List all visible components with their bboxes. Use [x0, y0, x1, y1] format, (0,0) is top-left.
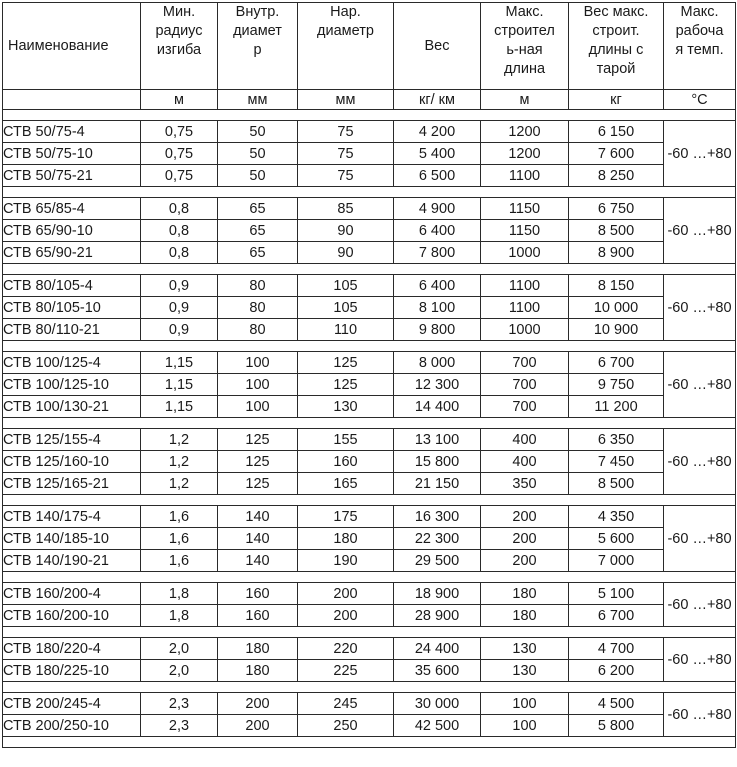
header-inner-diameter: [218, 3, 298, 90]
cell-outer-diameter: 105: [298, 297, 394, 319]
cell-outer-diameter: 225: [298, 660, 394, 682]
cell-inner-diameter: 65: [218, 242, 298, 264]
cell-max-length: 130: [481, 638, 569, 660]
cell-min-bend-radius: 1,6: [141, 550, 218, 572]
cell-max-length: 200: [481, 506, 569, 528]
cell-max-length-weight: 7 000: [569, 550, 664, 572]
cell-inner-diameter: 200: [218, 715, 298, 737]
cell-name: СТВ 80/105-10: [3, 297, 141, 319]
header-name: [3, 3, 141, 90]
header-line: рабоча: [675, 23, 724, 39]
header-line: Вес: [424, 37, 450, 54]
header-line: Макс.: [680, 4, 719, 20]
cell-weight: 8 000: [394, 352, 481, 374]
cell-name: СТВ 50/75-4: [3, 121, 141, 143]
group-spacer: [3, 341, 736, 352]
cell-max-temp: -60 …+80: [664, 583, 736, 627]
cell-weight: 16 300: [394, 506, 481, 528]
cell-inner-diameter: 160: [218, 605, 298, 627]
header-line: диаметр: [317, 23, 374, 39]
cell-min-bend-radius: 1,6: [141, 506, 218, 528]
table-row: [3, 693, 736, 715]
cell-min-bend-radius: 1,8: [141, 583, 218, 605]
cell-max-length: 700: [481, 396, 569, 418]
table-row: [3, 660, 736, 682]
cell-weight: 29 500: [394, 550, 481, 572]
spacer-cell: [3, 737, 736, 748]
header-line: диамет: [233, 23, 282, 39]
header-line: Наименование: [8, 37, 109, 54]
spacer-cell: [3, 341, 736, 352]
table-row: [3, 605, 736, 627]
cell-inner-diameter: 80: [218, 297, 298, 319]
table-row: [3, 297, 736, 319]
cell-max-length: 400: [481, 429, 569, 451]
cell-max-length-weight: 10 000: [569, 297, 664, 319]
header-line: Вес макс.: [583, 4, 649, 20]
cell-weight: 12 300: [394, 374, 481, 396]
cell-outer-diameter: 75: [298, 165, 394, 187]
cell-weight: 4 900: [394, 198, 481, 220]
cell-min-bend-radius: 0,75: [141, 165, 218, 187]
cell-max-length-weight: 8 500: [569, 473, 664, 495]
cell-weight: 21 150: [394, 473, 481, 495]
cell-name: СТВ 80/110-21: [3, 319, 141, 341]
cell-outer-diameter: 190: [298, 550, 394, 572]
unit-cell: [3, 90, 141, 110]
cell-max-length: 700: [481, 374, 569, 396]
spacer-cell: [3, 187, 736, 198]
cell-min-bend-radius: 1,2: [141, 473, 218, 495]
cell-max-length: 180: [481, 583, 569, 605]
cell-weight: 24 400: [394, 638, 481, 660]
cell-outer-diameter: 245: [298, 693, 394, 715]
cell-inner-diameter: 50: [218, 143, 298, 165]
cell-inner-diameter: 125: [218, 451, 298, 473]
cell-max-length: 350: [481, 473, 569, 495]
cell-inner-diameter: 125: [218, 429, 298, 451]
cell-outer-diameter: 175: [298, 506, 394, 528]
header-line: ь-ная: [506, 42, 543, 58]
cell-weight: 7 800: [394, 242, 481, 264]
cell-max-length-weight: 5 600: [569, 528, 664, 550]
cell-inner-diameter: 100: [218, 374, 298, 396]
cell-outer-diameter: 125: [298, 374, 394, 396]
unit-cell: мм: [218, 90, 298, 110]
cell-weight: 42 500: [394, 715, 481, 737]
cell-max-length-weight: 7 450: [569, 451, 664, 473]
cell-max-length-weight: 4 500: [569, 693, 664, 715]
unit-cell: мм: [298, 90, 394, 110]
header-line: Мин.: [162, 4, 196, 20]
cell-name: СТВ 180/225-10: [3, 660, 141, 682]
cell-max-length: 1200: [481, 121, 569, 143]
table-row: [3, 429, 736, 451]
cell-weight: 9 800: [394, 319, 481, 341]
cell-outer-diameter: 180: [298, 528, 394, 550]
cell-name: СТВ 80/105-4: [3, 275, 141, 297]
spacer-cell: [3, 572, 736, 583]
cell-name: СТВ 160/200-10: [3, 605, 141, 627]
cell-min-bend-radius: 0,9: [141, 275, 218, 297]
unit-cell: кг: [569, 90, 664, 110]
cell-name: СТВ 140/185-10: [3, 528, 141, 550]
table-row: [3, 121, 736, 143]
header-line: длины с: [588, 42, 644, 58]
cell-min-bend-radius: 0,8: [141, 220, 218, 242]
cell-max-length: 400: [481, 451, 569, 473]
table-row: [3, 550, 736, 572]
cell-outer-diameter: 155: [298, 429, 394, 451]
cell-outer-diameter: 220: [298, 638, 394, 660]
cell-max-length: 1000: [481, 242, 569, 264]
cell-weight: 8 100: [394, 297, 481, 319]
spacer-cell: [3, 495, 736, 506]
cell-max-length-weight: 8 150: [569, 275, 664, 297]
cell-max-length-weight: 6 200: [569, 660, 664, 682]
cell-name: СТВ 100/125-4: [3, 352, 141, 374]
cell-name: СТВ 65/90-21: [3, 242, 141, 264]
header-outer-diameter: [298, 3, 394, 90]
cell-weight: 6 400: [394, 220, 481, 242]
cell-max-length-weight: 8 500: [569, 220, 664, 242]
cell-min-bend-radius: 1,2: [141, 429, 218, 451]
cell-inner-diameter: 180: [218, 660, 298, 682]
table-body: [3, 110, 736, 748]
cell-weight: 15 800: [394, 451, 481, 473]
cell-max-length: 1150: [481, 198, 569, 220]
table-row: [3, 583, 736, 605]
cell-min-bend-radius: 1,8: [141, 605, 218, 627]
cell-weight: 4 200: [394, 121, 481, 143]
cell-outer-diameter: 200: [298, 605, 394, 627]
cell-inner-diameter: 140: [218, 528, 298, 550]
cell-min-bend-radius: 0,8: [141, 198, 218, 220]
spacer-cell: [3, 110, 736, 121]
cell-max-temp: -60 …+80: [664, 638, 736, 682]
table-row: [3, 198, 736, 220]
cell-max-length: 200: [481, 528, 569, 550]
cell-max-temp: -60 …+80: [664, 275, 736, 341]
cell-weight: 30 000: [394, 693, 481, 715]
table-row: [3, 352, 736, 374]
table-row: [3, 528, 736, 550]
cell-weight: 6 500: [394, 165, 481, 187]
cable-spec-table: [2, 2, 736, 748]
cell-name: СТВ 200/245-4: [3, 693, 141, 715]
cell-max-length: 130: [481, 660, 569, 682]
header-line: строител: [494, 23, 555, 39]
cell-name: СТВ 100/130-21: [3, 396, 141, 418]
table-row: [3, 473, 736, 495]
header-line: Внутр.: [235, 4, 280, 20]
cell-outer-diameter: 75: [298, 121, 394, 143]
cell-max-length-weight: 5 100: [569, 583, 664, 605]
cell-min-bend-radius: 0,8: [141, 242, 218, 264]
unit-cell: м: [481, 90, 569, 110]
group-spacer: [3, 418, 736, 429]
cell-inner-diameter: 80: [218, 275, 298, 297]
cell-min-bend-radius: 0,75: [141, 121, 218, 143]
group-spacer: [3, 187, 736, 198]
header-line: изгиба: [156, 42, 202, 58]
cell-max-length: 100: [481, 693, 569, 715]
header-min-bend-radius: [141, 3, 218, 90]
cell-name: СТВ 140/175-4: [3, 506, 141, 528]
cell-min-bend-radius: 2,3: [141, 693, 218, 715]
cell-name: СТВ 180/220-4: [3, 638, 141, 660]
cell-min-bend-radius: 1,2: [141, 451, 218, 473]
cell-max-length-weight: 4 350: [569, 506, 664, 528]
cell-inner-diameter: 100: [218, 396, 298, 418]
cell-min-bend-radius: 0,9: [141, 319, 218, 341]
cell-name: СТВ 50/75-21: [3, 165, 141, 187]
header-line: р: [253, 42, 262, 58]
cell-name: СТВ 160/200-4: [3, 583, 141, 605]
cell-max-length: 1200: [481, 143, 569, 165]
cell-max-length: 100: [481, 715, 569, 737]
cell-max-length: 1000: [481, 319, 569, 341]
cell-inner-diameter: 180: [218, 638, 298, 660]
group-spacer: [3, 264, 736, 275]
cell-inner-diameter: 65: [218, 220, 298, 242]
cell-max-length: 1100: [481, 275, 569, 297]
cell-weight: 5 400: [394, 143, 481, 165]
cell-max-length-weight: 6 350: [569, 429, 664, 451]
cell-outer-diameter: 125: [298, 352, 394, 374]
cell-inner-diameter: 50: [218, 121, 298, 143]
cell-inner-diameter: 65: [218, 198, 298, 220]
cell-inner-diameter: 140: [218, 506, 298, 528]
spacer-cell: [3, 418, 736, 429]
header-line: Макс.: [505, 4, 544, 20]
cell-weight: 13 100: [394, 429, 481, 451]
unit-cell: °C: [664, 90, 736, 110]
cell-name: СТВ 65/90-10: [3, 220, 141, 242]
cell-inner-diameter: 160: [218, 583, 298, 605]
table-row: [3, 451, 736, 473]
cell-max-length: 700: [481, 352, 569, 374]
cell-min-bend-radius: 0,75: [141, 143, 218, 165]
table-row: [3, 143, 736, 165]
cell-max-length-weight: 4 700: [569, 638, 664, 660]
cell-name: СТВ 125/155-4: [3, 429, 141, 451]
cell-inner-diameter: 125: [218, 473, 298, 495]
group-spacer: [3, 572, 736, 583]
table-row: [3, 165, 736, 187]
table-row: [3, 715, 736, 737]
cell-max-length-weight: 5 800: [569, 715, 664, 737]
cell-name: СТВ 125/160-10: [3, 451, 141, 473]
header-row: [3, 3, 736, 90]
cell-name: СТВ 200/250-10: [3, 715, 141, 737]
table-row: [3, 242, 736, 264]
cell-max-length-weight: 6 750: [569, 198, 664, 220]
cell-max-length-weight: 6 700: [569, 352, 664, 374]
group-spacer: [3, 737, 736, 748]
header-line: тарой: [596, 61, 636, 77]
cell-name: СТВ 50/75-10: [3, 143, 141, 165]
cell-max-length-weight: 11 200: [569, 396, 664, 418]
cell-inner-diameter: 100: [218, 352, 298, 374]
cell-max-length-weight: 9 750: [569, 374, 664, 396]
cell-weight: 28 900: [394, 605, 481, 627]
cell-max-temp: -60 …+80: [664, 693, 736, 737]
spacer-cell: [3, 627, 736, 638]
header-weight: [394, 3, 481, 90]
cell-max-temp: -60 …+80: [664, 352, 736, 418]
cell-min-bend-radius: 1,15: [141, 396, 218, 418]
cell-outer-diameter: 90: [298, 242, 394, 264]
header-line: длина: [503, 61, 546, 77]
header-line: Нар.: [330, 4, 361, 20]
table-row: [3, 374, 736, 396]
cell-min-bend-radius: 1,6: [141, 528, 218, 550]
group-spacer: [3, 110, 736, 121]
table-row: [3, 506, 736, 528]
cell-outer-diameter: 110: [298, 319, 394, 341]
cell-min-bend-radius: 0,9: [141, 297, 218, 319]
cell-inner-diameter: 80: [218, 319, 298, 341]
table-row: [3, 220, 736, 242]
cell-max-length: 1100: [481, 165, 569, 187]
cell-outer-diameter: 250: [298, 715, 394, 737]
spacer-cell: [3, 264, 736, 275]
cell-max-temp: -60 …+80: [664, 429, 736, 495]
cell-max-length: 1100: [481, 297, 569, 319]
cell-name: СТВ 100/125-10: [3, 374, 141, 396]
header-line: радиус: [155, 23, 203, 39]
table-row: [3, 396, 736, 418]
cell-inner-diameter: 200: [218, 693, 298, 715]
cell-max-length: 200: [481, 550, 569, 572]
unit-cell: кг/ км: [394, 90, 481, 110]
table-row: [3, 275, 736, 297]
cell-weight: 14 400: [394, 396, 481, 418]
cell-weight: 6 400: [394, 275, 481, 297]
cell-weight: 22 300: [394, 528, 481, 550]
cell-outer-diameter: 165: [298, 473, 394, 495]
header-max-length-weight: [569, 3, 664, 90]
cell-outer-diameter: 200: [298, 583, 394, 605]
group-spacer: [3, 495, 736, 506]
cell-outer-diameter: 105: [298, 275, 394, 297]
cell-min-bend-radius: 1,15: [141, 352, 218, 374]
header-line: я темп.: [675, 42, 724, 58]
cell-outer-diameter: 75: [298, 143, 394, 165]
header-max-temp: [664, 3, 736, 90]
cell-outer-diameter: 130: [298, 396, 394, 418]
spacer-cell: [3, 682, 736, 693]
cell-max-length-weight: 8 900: [569, 242, 664, 264]
cell-weight: 35 600: [394, 660, 481, 682]
cell-min-bend-radius: 2,3: [141, 715, 218, 737]
cell-min-bend-radius: 1,15: [141, 374, 218, 396]
table-row: [3, 638, 736, 660]
cell-name: СТВ 140/190-21: [3, 550, 141, 572]
cell-max-length-weight: 10 900: [569, 319, 664, 341]
cell-outer-diameter: 90: [298, 220, 394, 242]
cell-weight: 18 900: [394, 583, 481, 605]
cell-inner-diameter: 50: [218, 165, 298, 187]
cell-min-bend-radius: 2,0: [141, 660, 218, 682]
cell-max-length: 180: [481, 605, 569, 627]
header-max-length: [481, 3, 569, 90]
units-row: [3, 90, 736, 110]
cell-outer-diameter: 160: [298, 451, 394, 473]
cell-max-length: 1150: [481, 220, 569, 242]
unit-cell: м: [141, 90, 218, 110]
cell-max-temp: -60 …+80: [664, 506, 736, 572]
group-spacer: [3, 627, 736, 638]
cell-max-temp: -60 …+80: [664, 121, 736, 187]
cell-name: СТВ 65/85-4: [3, 198, 141, 220]
cell-max-temp: -60 …+80: [664, 198, 736, 264]
cell-name: СТВ 125/165-21: [3, 473, 141, 495]
group-spacer: [3, 682, 736, 693]
cell-inner-diameter: 140: [218, 550, 298, 572]
cell-max-length-weight: 6 150: [569, 121, 664, 143]
cell-max-length-weight: 6 700: [569, 605, 664, 627]
cell-outer-diameter: 85: [298, 198, 394, 220]
cell-min-bend-radius: 2,0: [141, 638, 218, 660]
table-row: [3, 319, 736, 341]
cell-max-length-weight: 7 600: [569, 143, 664, 165]
cell-max-length-weight: 8 250: [569, 165, 664, 187]
header-line: строит.: [592, 23, 640, 39]
